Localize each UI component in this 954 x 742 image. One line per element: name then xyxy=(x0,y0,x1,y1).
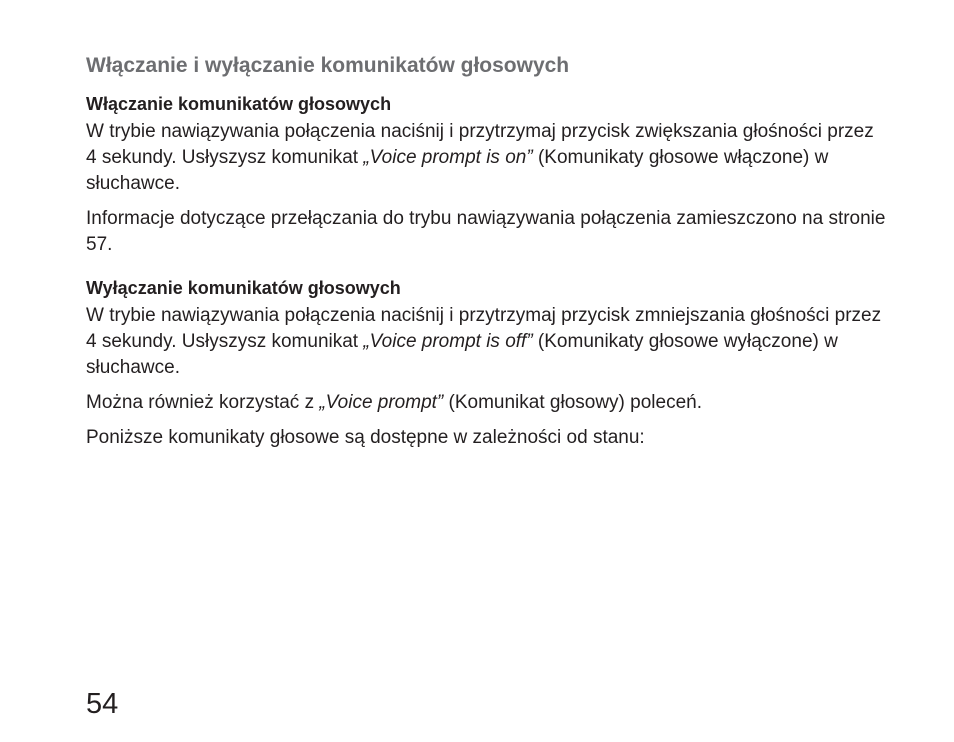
enable-text-post: (Komunikaty głosowe włączone) w słuchawce. xyxy=(86,147,829,194)
available-prompts-paragraph: Poniższe komunikaty głosowe są dostępne w zależności od stanu: xyxy=(86,427,645,448)
enable-text-pre: W trybie nawiązywania połączenia naciśnij i przytrzymaj przycisk zwiększania głośności przez 4 sekundy. Usłyszysz komunikat xyxy=(86,121,874,168)
disable-text-post: (Komunikaty głosowe wyłączone) w słuchawce. xyxy=(86,331,838,378)
enable-prompt-quote: „Voice prompt is on” xyxy=(363,147,533,168)
disable-text-pre: W trybie nawiązywania połączenia naciśnij i przytrzymaj przycisk zmniejszania głośności przez 4 sekundy. Usłyszysz komunikat xyxy=(86,305,882,352)
section-header xyxy=(86,52,886,80)
voice-prompt-quote: „Voice prompt” xyxy=(319,392,444,413)
mode-info-paragraph: Informacje dotyczące przełączania do trybu nawiązywania połączenia zamieszczono na stronie 57. xyxy=(86,208,886,255)
section-title: Włączanie i wyłączanie komunikatów głosowych xyxy=(86,54,570,77)
enable-heading: Włączanie komunikatów głosowych xyxy=(86,94,392,114)
voice-prompt-text-post: (Komunikat głosowy) poleceń. xyxy=(443,392,702,413)
disable-paragraph xyxy=(86,303,886,381)
voice-prompt-text-pre: Można również korzystać z xyxy=(86,392,320,413)
disable-heading: Wyłączanie komunikatów głosowych xyxy=(86,278,401,298)
enable-paragraph xyxy=(86,119,886,197)
document-page xyxy=(86,52,886,451)
page-number: 54 xyxy=(86,688,119,720)
disable-prompt-quote: „Voice prompt is off” xyxy=(363,331,533,352)
voice-prompt-paragraph xyxy=(86,390,886,416)
